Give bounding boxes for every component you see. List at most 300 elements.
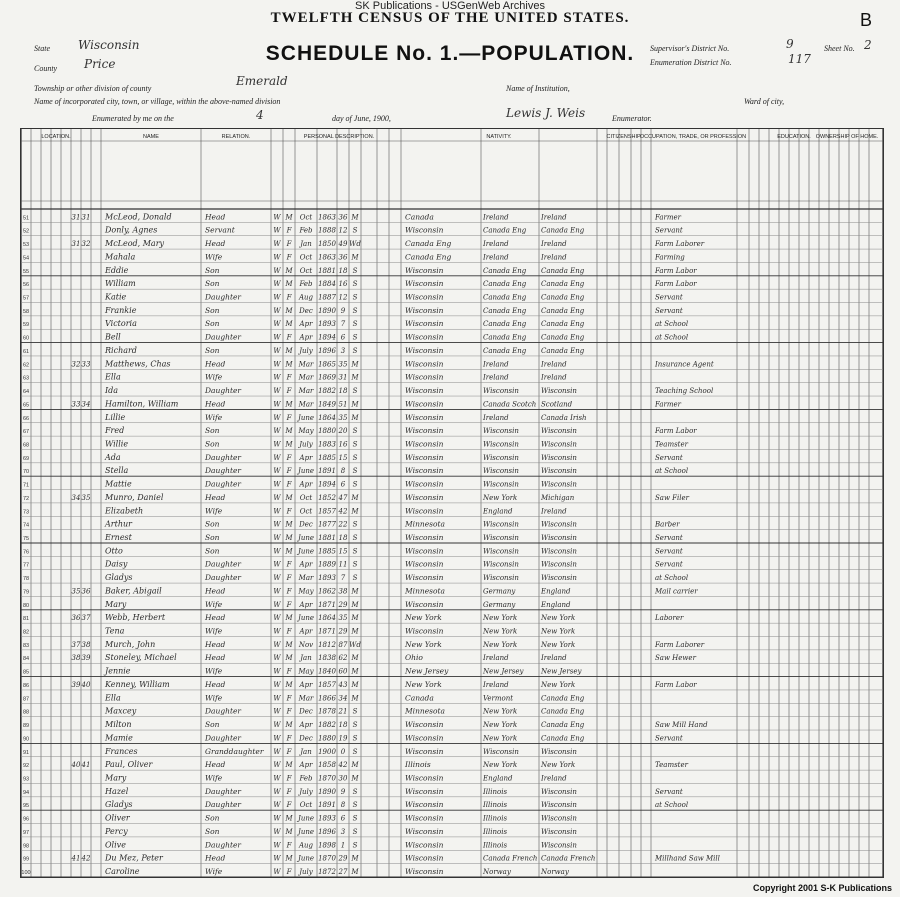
relation-cell: Daughter [205,452,241,462]
sex-cell: F [286,587,292,596]
birthplace-person: New Jersey [405,666,449,676]
person-name: Webb, Herbert [105,613,166,623]
color-cell: W [273,520,281,529]
relation-cell: Son [205,439,220,449]
birthplace-person: Wisconsin [405,386,444,396]
relation-cell: Wife [205,506,223,516]
line-number: 63 [22,375,30,382]
occupation-cell: Farm Laborer [655,640,705,649]
marital-status-cell: M [351,587,359,596]
birthplace-mother: Ireland [541,654,567,663]
birthplace-mother: Ireland [541,774,567,783]
birth-month-cell: Feb [299,226,313,235]
age-cell: 42 [338,507,348,516]
nativity-header: NATIVITY. [486,134,512,140]
birthplace-mother: England [541,600,571,609]
birth-year-cell: 1863 [318,253,336,262]
sex-cell: F [286,453,292,462]
person-name: Katie [105,292,127,302]
relation-cell: Wife [205,372,223,382]
enumeration-label: Enumeration District No. [650,58,732,67]
birth-year-cell: 1881 [318,534,336,542]
birth-year-cell: 1884 [318,280,336,289]
birthplace-father: Wisconsin [483,467,519,476]
relation-cell: Daughter [205,559,241,569]
age-cell: 3 [340,346,346,355]
age-cell: 18 [338,534,348,542]
line-number: 73 [22,509,30,516]
birth-year-cell: 1857 [318,507,336,516]
marital-status-cell: S [352,226,358,235]
line-number: 84 [22,656,30,663]
person-name: Bell [105,332,121,342]
person-name: Gladys [105,573,133,583]
color-cell: W [273,560,281,569]
relation-cell: Head [205,359,226,369]
birthplace-father: Wisconsin [483,574,519,583]
census-title: TWELFTH CENSUS OF THE UNITED STATES. [270,10,630,26]
person-name: Mamie [105,733,133,743]
birthplace-mother: Canada French [541,854,596,863]
birthplace-father: Ireland [483,373,509,382]
sex-cell: F [286,253,292,262]
age-cell: 30 [338,774,348,783]
sheet-label: Sheet No. [824,44,855,53]
relation-cell: Son [205,305,220,315]
birth-year-cell: 1885 [318,547,336,556]
birth-month-cell: May [298,667,314,676]
relation-cell: Daughter [205,573,241,583]
birthplace-person: Wisconsin [405,466,444,476]
birthplace-person: Canada Eng [405,252,452,262]
line-number: 67 [22,429,30,436]
birth-year-cell: 1838 [318,654,336,663]
marital-status-cell: S [352,721,358,730]
marital-status-cell: S [352,427,358,436]
birth-month-cell: Jan [300,240,312,249]
occupation-cell: Servant [655,453,683,462]
birthplace-person: Wisconsin [405,853,444,863]
color-cell: W [273,761,281,770]
marital-status-cell: M [351,667,359,676]
birthplace-father: New York [483,627,518,636]
birth-month-cell: Apr [299,761,313,770]
sex-cell: M [285,440,293,449]
marital-status-cell: M [351,614,359,623]
birth-year-cell: 1882 [318,387,336,396]
relation-cell: Daughter [205,786,241,796]
birth-year-cell: 1885 [318,453,336,462]
color-cell: W [273,841,281,850]
line-number: 59 [22,322,30,329]
birth-year-cell: 1870 [318,854,336,863]
birthplace-person: Wisconsin [405,279,444,289]
age-cell: 27 [338,868,348,876]
person-name: Tena [105,626,125,636]
line-number: 80 [22,602,30,609]
dwelling-number: 38 [71,654,81,663]
birthplace-father: Canada Scotch [483,400,537,409]
relation-cell: Wife [205,252,223,262]
birthplace-father: Wisconsin [483,427,519,436]
sex-cell: F [286,694,292,703]
relation-cell: Son [205,279,220,289]
marital-status-cell: S [352,453,358,462]
age-cell: 8 [340,467,346,476]
color-cell: W [273,640,281,649]
marital-status-cell: S [352,467,358,476]
age-cell: 9 [340,306,346,315]
sex-cell: M [285,721,293,730]
relation-cell: Head [205,679,226,689]
marital-status-cell: S [352,306,358,315]
birthplace-mother: Ireland [541,507,567,516]
color-cell: W [273,280,281,289]
sex-cell: F [286,333,292,342]
birth-year-cell: 1890 [318,787,336,796]
birthplace-father: Illinois [483,814,508,823]
line-number: 53 [22,242,30,249]
relation-cell: Son [205,319,220,329]
occupation-cell: Servant [655,547,683,556]
line-number: 72 [22,495,30,502]
birthplace-person: Wisconsin [405,813,444,823]
sex-cell: M [285,346,293,355]
birthplace-person: Canada [405,693,434,703]
person-name: Oliver [105,813,130,823]
line-number: 56 [22,282,30,289]
birthplace-mother: Canada Eng [541,280,585,289]
institution-label: Name of Institution, [506,84,570,93]
sex-cell: M [285,493,293,502]
birthplace-father: Canada French [483,854,538,863]
sex-cell: M [285,266,293,275]
sex-cell: F [286,801,292,810]
age-cell: 15 [338,547,348,556]
relation-cell: Wife [205,773,223,783]
birthplace-person: Wisconsin [405,332,444,342]
birthplace-father: Wisconsin [483,453,519,462]
sheet-value: 2 [864,38,872,52]
birthplace-father: Wisconsin [483,747,519,756]
sex-cell: F [286,387,292,396]
birth-month-cell: July [299,440,313,449]
relation-cell: Wife [205,693,223,703]
birthplace-person: Wisconsin [405,867,444,876]
birthplace-mother: Wisconsin [541,827,577,836]
color-cell: W [273,293,281,302]
color-cell: W [273,734,281,743]
dwelling-number: 31 [71,240,81,249]
birth-month-cell: Mar [298,373,314,382]
birthplace-father: New Jersey [483,667,524,676]
dwelling-number: 36 [71,614,81,623]
line-number: 75 [22,536,30,542]
birthplace-person: New York [405,613,442,623]
marital-status-cell: S [352,841,358,850]
line-number: 64 [22,389,30,396]
birthplace-person: Wisconsin [405,720,444,730]
line-number: 88 [22,709,30,716]
marital-status-cell: S [352,387,358,396]
birthplace-person: Canada [405,212,434,222]
sex-cell: M [285,400,293,409]
birth-month-cell: Mar [298,694,314,703]
color-cell: W [273,667,281,676]
occupation-cell: Servant [655,787,683,796]
occupation-header: OCCUPATION, TRADE, OR PROFESSION [639,134,747,140]
birthplace-mother: Norway [541,868,569,876]
color-cell: W [273,387,281,396]
color-cell: W [273,614,281,623]
birth-year-cell: 1812 [318,640,336,649]
relation-cell: Son [205,533,220,542]
birth-year-cell: 1871 [318,600,336,609]
marital-status-cell: M [351,493,359,502]
birthplace-father: Illinois [483,827,508,836]
birth-month-cell: Dec [299,520,313,529]
birthplace-mother: Canada Eng [541,707,585,716]
birthplace-mother: Wisconsin [541,453,577,462]
color-cell: W [273,787,281,796]
birth-month-cell: Oct [299,253,313,262]
line-number: 71 [22,482,30,489]
relation-cell: Daughter [205,840,241,850]
sex-cell: M [285,306,293,315]
person-name: Stoneley, Michael [105,653,177,663]
color-cell: W [273,240,281,249]
color-cell: W [273,680,281,689]
birth-year-cell: 1894 [318,480,336,489]
line-number: 79 [22,589,30,596]
color-cell: W [273,493,281,502]
age-cell: 34 [338,694,348,703]
color-cell: W [273,868,281,876]
relation-cell: Daughter [205,332,241,342]
age-cell: 6 [340,333,346,342]
occupation-cell: Laborer [655,614,684,623]
person-name: Frankie [105,305,137,315]
birthplace-mother: Wisconsin [541,841,577,850]
name-header: NAME [143,134,159,140]
color-cell: W [273,587,281,596]
birth-month-cell: Apr [299,453,313,462]
relation-cell: Son [205,345,220,355]
sex-cell: M [285,360,293,369]
birth-month-cell: Oct [299,213,313,222]
birth-month-cell: Nov [298,640,314,649]
birth-year-cell: 1864 [318,413,336,422]
family-number: 34 [81,400,91,409]
birth-year-cell: 1858 [318,761,336,770]
family-number: 42 [81,854,91,863]
marital-status-cell: M [351,507,359,516]
birthplace-father: England [483,774,513,783]
birth-year-cell: 1890 [318,306,336,315]
relation-cell: Daughter [205,466,241,476]
birth-month-cell: May [298,587,314,596]
birthplace-person: Wisconsin [405,412,444,422]
person-name: Eddie [105,265,129,275]
dwelling-number: 41 [71,854,81,863]
relation-cell: Daughter [205,706,241,716]
marital-status-cell: M [351,694,359,703]
birthplace-father: Ireland [483,240,509,249]
sex-cell: F [286,560,292,569]
occupation-cell: Farm Laborer [655,240,705,249]
color-cell: W [273,480,281,489]
birthplace-person: Wisconsin [405,533,444,542]
birthplace-person: Wisconsin [405,372,444,382]
line-number: 99 [22,856,30,863]
age-cell: 1 [340,841,346,850]
birthplace-mother: Wisconsin [541,560,577,569]
birthplace-mother: New York [541,680,576,689]
birthplace-person: Wisconsin [405,452,444,462]
birthplace-mother: Wisconsin [541,440,577,449]
marital-status-cell: M [351,627,359,636]
marital-status-cell: S [352,320,358,329]
birth-year-cell: 1872 [318,868,336,876]
marital-status-cell: S [352,574,358,583]
marital-status-cell: M [351,761,359,770]
education-header: EDUCATION. [777,134,811,140]
color-cell: W [273,854,281,863]
line-number: 69 [22,455,30,462]
birthplace-father: Ireland [483,654,509,663]
person-name: Ernest [105,533,132,542]
family-number: 36 [81,587,91,596]
marital-status-cell: S [352,440,358,449]
birthplace-mother: Wisconsin [541,547,577,556]
dwelling-number: 31 [71,213,81,222]
birthplace-person: Wisconsin [405,546,444,556]
birthplace-father: Canada Eng [483,306,527,315]
marital-status-cell: S [352,734,358,743]
line-number: 86 [22,682,30,689]
person-name: Kenney, William [105,679,170,689]
birthplace-person: Wisconsin [405,626,444,636]
marital-status-cell: S [352,534,358,542]
color-cell: W [273,827,281,836]
birthplace-father: Canada Eng [483,266,527,275]
line-number: 93 [22,776,30,783]
birthplace-father: New York [483,707,518,716]
line-number: 85 [22,669,30,676]
enumerated-label: Enumerated by me on the [92,114,174,123]
line-number: 74 [22,522,30,529]
birth-month-cell: Mar [298,360,314,369]
birthplace-mother: Wisconsin [541,467,577,476]
dwelling-number: 34 [71,493,81,502]
line-number: 77 [22,562,30,569]
birth-month-cell: July [299,868,313,876]
family-number: 35 [81,493,91,502]
birthplace-father: Illinois [483,841,508,850]
state-label: State [34,44,50,53]
age-cell: 51 [338,400,348,409]
birthplace-mother: Canada Eng [541,333,585,342]
birth-month-cell: Apr [299,560,313,569]
birthplace-mother: Canada Eng [541,346,585,355]
marital-status-cell: S [352,266,358,275]
birth-month-cell: June [298,814,314,823]
family-number: 38 [81,640,91,649]
color-cell: W [273,654,281,663]
color-cell: W [273,306,281,315]
enumerated-day: 4 [256,108,264,122]
occupation-cell: Farm Labor [655,280,697,289]
person-name: Mary [105,599,127,609]
birthplace-person: Wisconsin [405,439,444,449]
color-cell: W [273,547,281,556]
birthplace-mother: Wisconsin [541,387,577,396]
color-cell: W [273,400,281,409]
color-cell: W [273,694,281,703]
birth-month-cell: Aug [298,841,314,850]
line-number: 91 [22,749,30,756]
person-name: Frances [105,746,138,756]
enumerator-name: Lewis J. Weis [506,106,586,120]
sex-cell: M [285,814,293,823]
age-cell: 29 [338,600,348,609]
birth-month-cell: July [299,346,313,355]
birth-year-cell: 1878 [318,707,336,716]
birth-month-cell: Feb [299,774,313,783]
birth-year-cell: 1881 [318,266,336,275]
birthplace-person: Wisconsin [405,492,444,502]
person-name: William [105,279,136,289]
birthplace-father: Germany [483,600,516,609]
relation-cell: Wife [205,412,223,422]
occupation-cell: Millhand Saw Mill [655,854,720,863]
birth-year-cell: 1894 [318,333,336,342]
occupation-cell: Farmer [655,213,682,222]
birthplace-mother: Ireland [541,253,567,262]
line-number: 51 [22,215,30,222]
line-number: 95 [22,803,30,810]
person-name: Paul, Oliver [105,760,153,770]
person-name: Hazel [105,786,129,796]
age-cell: 36 [338,213,348,222]
line-number: 57 [22,295,30,302]
location-header: LOCATION. [41,134,71,140]
relation-header: RELATION. [221,134,251,140]
birthplace-father: Vermont [483,694,514,703]
birthplace-mother: Wisconsin [541,520,577,529]
birth-year-cell: 1882 [318,721,336,730]
marital-status-cell: S [352,747,358,756]
birthplace-mother: Canada Eng [541,226,585,235]
sex-cell: F [286,467,292,476]
color-cell: W [273,507,281,516]
birth-year-cell: 1862 [318,587,336,596]
family-number: 31 [81,213,91,222]
birth-year-cell: 1880 [318,734,336,743]
birth-year-cell: 1849 [318,400,336,409]
relation-cell: Head [205,586,226,596]
line-number: 96 [22,816,30,823]
color-cell: W [273,707,281,716]
person-name: McLeod, Mary [105,239,165,249]
occupation-cell: Servant [655,306,683,315]
line-number: 58 [22,308,30,315]
birthplace-person: Wisconsin [405,292,444,302]
color-cell: W [273,213,281,222]
person-name: Matthews, Chas [105,359,171,369]
line-number: 90 [22,736,30,743]
relation-cell: Head [205,492,226,502]
